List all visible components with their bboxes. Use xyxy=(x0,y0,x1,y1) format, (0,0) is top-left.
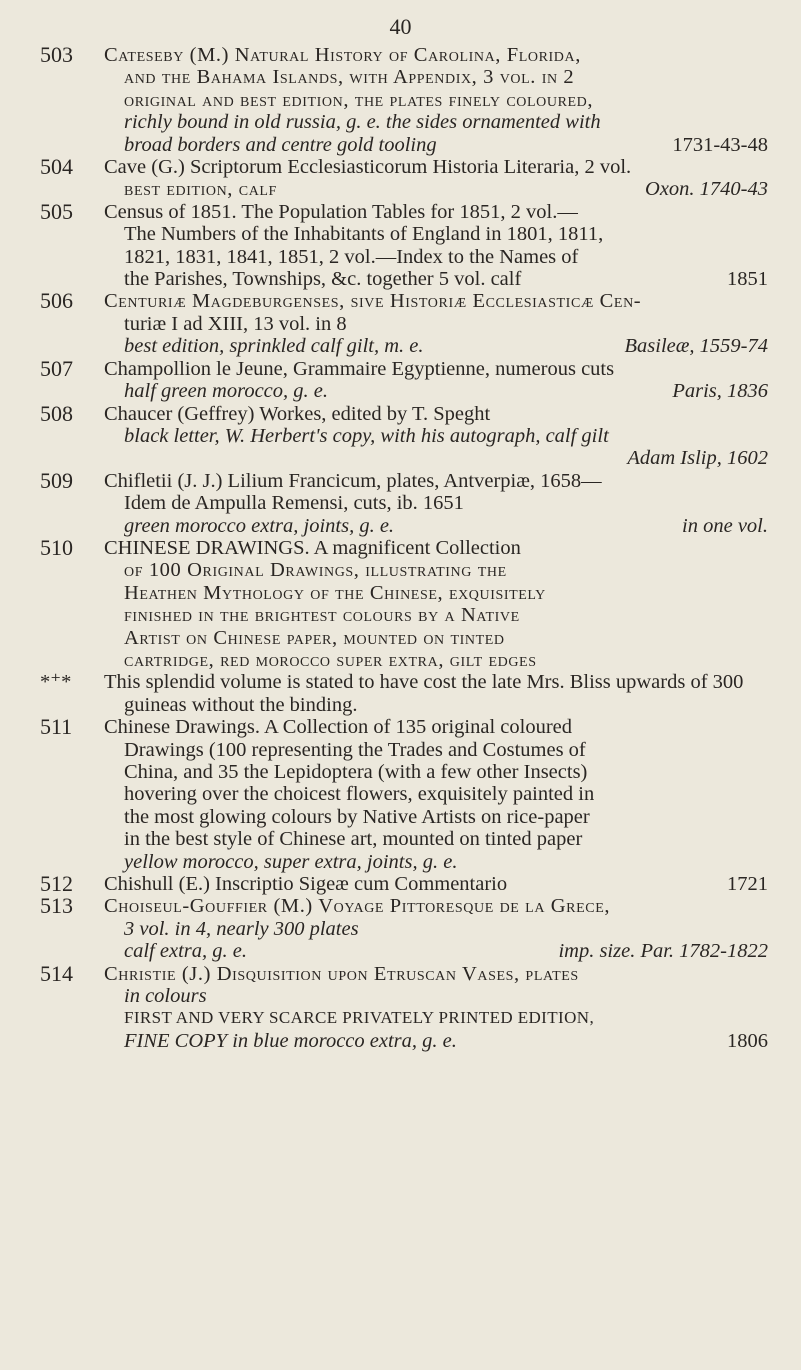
entry-line: turiæ I ad XIII, 13 vol. in 8 xyxy=(124,312,347,335)
entries-list xyxy=(40,44,768,1052)
entry-505 xyxy=(40,198,768,291)
lot-number: 513 xyxy=(40,893,73,919)
lot-number: 507 xyxy=(40,355,73,381)
entry-line: best edition, calf Oxon. 1740-43 xyxy=(124,178,768,201)
lot-number: 509 xyxy=(40,467,73,493)
lot-number: 503 xyxy=(40,42,73,67)
entry-line: of 100 Original Drawings, illustrating the xyxy=(124,559,507,582)
entry-line: Christie (J.) Disquisition upon Etruscan Vases, plates xyxy=(104,962,579,985)
entry-line: black letter, W. Herbert's copy, with his autograph, calf gilt xyxy=(124,424,609,447)
entry-504 xyxy=(40,156,768,201)
entry-508 xyxy=(40,400,768,470)
entry-line: hovering over the choicest flowers, exquisitely painted in xyxy=(124,783,595,806)
entry-line: Idem de Ampulla Remensi, cuts, ib. 1651 xyxy=(124,492,464,515)
entry-line: FINE COPY in blue morocco extra, g. e. 1806 xyxy=(124,1029,768,1052)
entry-514 xyxy=(40,960,768,1053)
entry-512 xyxy=(40,873,768,895)
entry-line: CHINESE DRAWINGS. A magnificent Collection xyxy=(104,536,521,559)
lot-number: 505 xyxy=(40,198,73,224)
asterism-mark: *⁺* xyxy=(40,671,72,694)
entry-510 xyxy=(40,534,768,671)
entry-line: original and best edition, the plates finely coloured, xyxy=(124,88,594,111)
lot-number: 508 xyxy=(40,400,73,426)
footnote-text: This splendid volume is stated to have cost the late Mrs. Bliss upwards of 300 guineas without the binding. xyxy=(104,671,744,716)
entry-513 xyxy=(40,895,768,962)
page-number: 40 xyxy=(389,14,412,39)
entry-line: Champollion le Jeune, Grammaire Egyptienne, numerous cuts xyxy=(104,357,615,380)
entry-line: broad borders and centre gold tooling 1731-43-48 xyxy=(124,133,768,156)
entry-line: The Numbers of the Inhabitants of England in 1801, 1811, xyxy=(124,223,604,246)
entry-line: half green morocco, g. e. Paris, 1836 xyxy=(124,380,768,403)
lot-number: 506 xyxy=(40,288,73,314)
entry-line: in colours xyxy=(124,985,207,1008)
lot-number: 511 xyxy=(40,714,73,740)
entry-line: best edition, sprinkled calf gilt, m. e. Basileæ, 1559-74 xyxy=(124,335,768,358)
entry-511 xyxy=(40,716,768,873)
entry-507 xyxy=(40,355,768,403)
entry-line: the most glowing colours by Native Artists on rice-paper xyxy=(124,805,590,828)
entry-line: Chinese Drawings. A Collection of 135 original coloured xyxy=(104,716,573,739)
entry-line: and the Bahama Islands, with Appendix, 3 vol. in 2 xyxy=(124,66,575,89)
entry-line: Heathen Mythology of the Chinese, exquisitely xyxy=(124,581,546,604)
entry-506 xyxy=(40,290,768,357)
entry-line: Choiseul-Gouffier (M.) Voyage Pittoresque de la Grece, xyxy=(104,895,611,918)
entry-line: Census of 1851. The Population Tables for 1851, 2 vol.— xyxy=(104,200,578,223)
entry-line: Drawings (100 representing the Trades and Costumes of xyxy=(124,738,586,761)
entry-line: Chishull (E.) Inscriptio Sigeæ cum Commentario 1721 xyxy=(104,873,768,896)
entry-line: yellow morocco, super extra, joints, g. e. xyxy=(124,850,458,873)
entry-line: richly bound in old russia, g. e. the sides ornamented with xyxy=(124,111,601,134)
lot-number: 514 xyxy=(40,960,73,986)
entry-line: FIRST AND VERY SCARCE PRIVATELY PRINTED EDITION, xyxy=(124,1008,595,1028)
entry-line: calf extra, g. e. imp. size. Par. 1782-1822 xyxy=(124,940,768,963)
footnote xyxy=(40,671,768,716)
entry-line: Artist on Chinese paper, mounted on tinted xyxy=(124,626,505,649)
entry-line: green morocco extra, joints, g. e. in one vol. xyxy=(124,514,768,537)
entry-line: Centuriæ Magdeburgenses, sive Historiæ Ecclesiasticæ Cen- xyxy=(104,290,642,313)
entry-line: 3 vol. in 4, nearly 300 plates xyxy=(124,917,359,940)
entry-503 xyxy=(40,44,768,156)
entry-line: finished in the brightest colours by a Native xyxy=(124,604,520,627)
lot-number: 504 xyxy=(40,154,73,180)
lot-number: 512 xyxy=(40,871,73,897)
entry-line: the Parishes, Townships, &c. together 5 vol. calf 1851 xyxy=(124,268,768,291)
entry-line: Adam Islip, 1602 xyxy=(627,447,768,470)
entry-line: in the best style of Chinese art, mounted on tinted paper xyxy=(124,828,583,851)
entry-line: Cave (G.) Scriptorum Ecclesiasticorum Historia Literaria, 2 vol. xyxy=(104,156,632,179)
entry-509 xyxy=(40,467,768,537)
entry-line: Chaucer (Geffrey) Workes, edited by T. Speght xyxy=(104,402,491,425)
lot-number: 510 xyxy=(40,534,73,560)
entry-line: China, and 35 the Lepidoptera (with a few other Insects) xyxy=(124,761,588,783)
entry-line: Cateseby (M.) Natural History of Carolina, Florida, xyxy=(104,44,581,66)
entry-line: 1821, 1831, 1841, 1851, 2 vol.—Index to the Names of xyxy=(124,245,579,268)
entry-line: cartridge, red morocco super extra, gilt edges xyxy=(124,648,537,671)
entry-line: Chifletii (J. J.) Lilium Francicum, plates, Antverpiæ, 1658— xyxy=(104,469,602,492)
